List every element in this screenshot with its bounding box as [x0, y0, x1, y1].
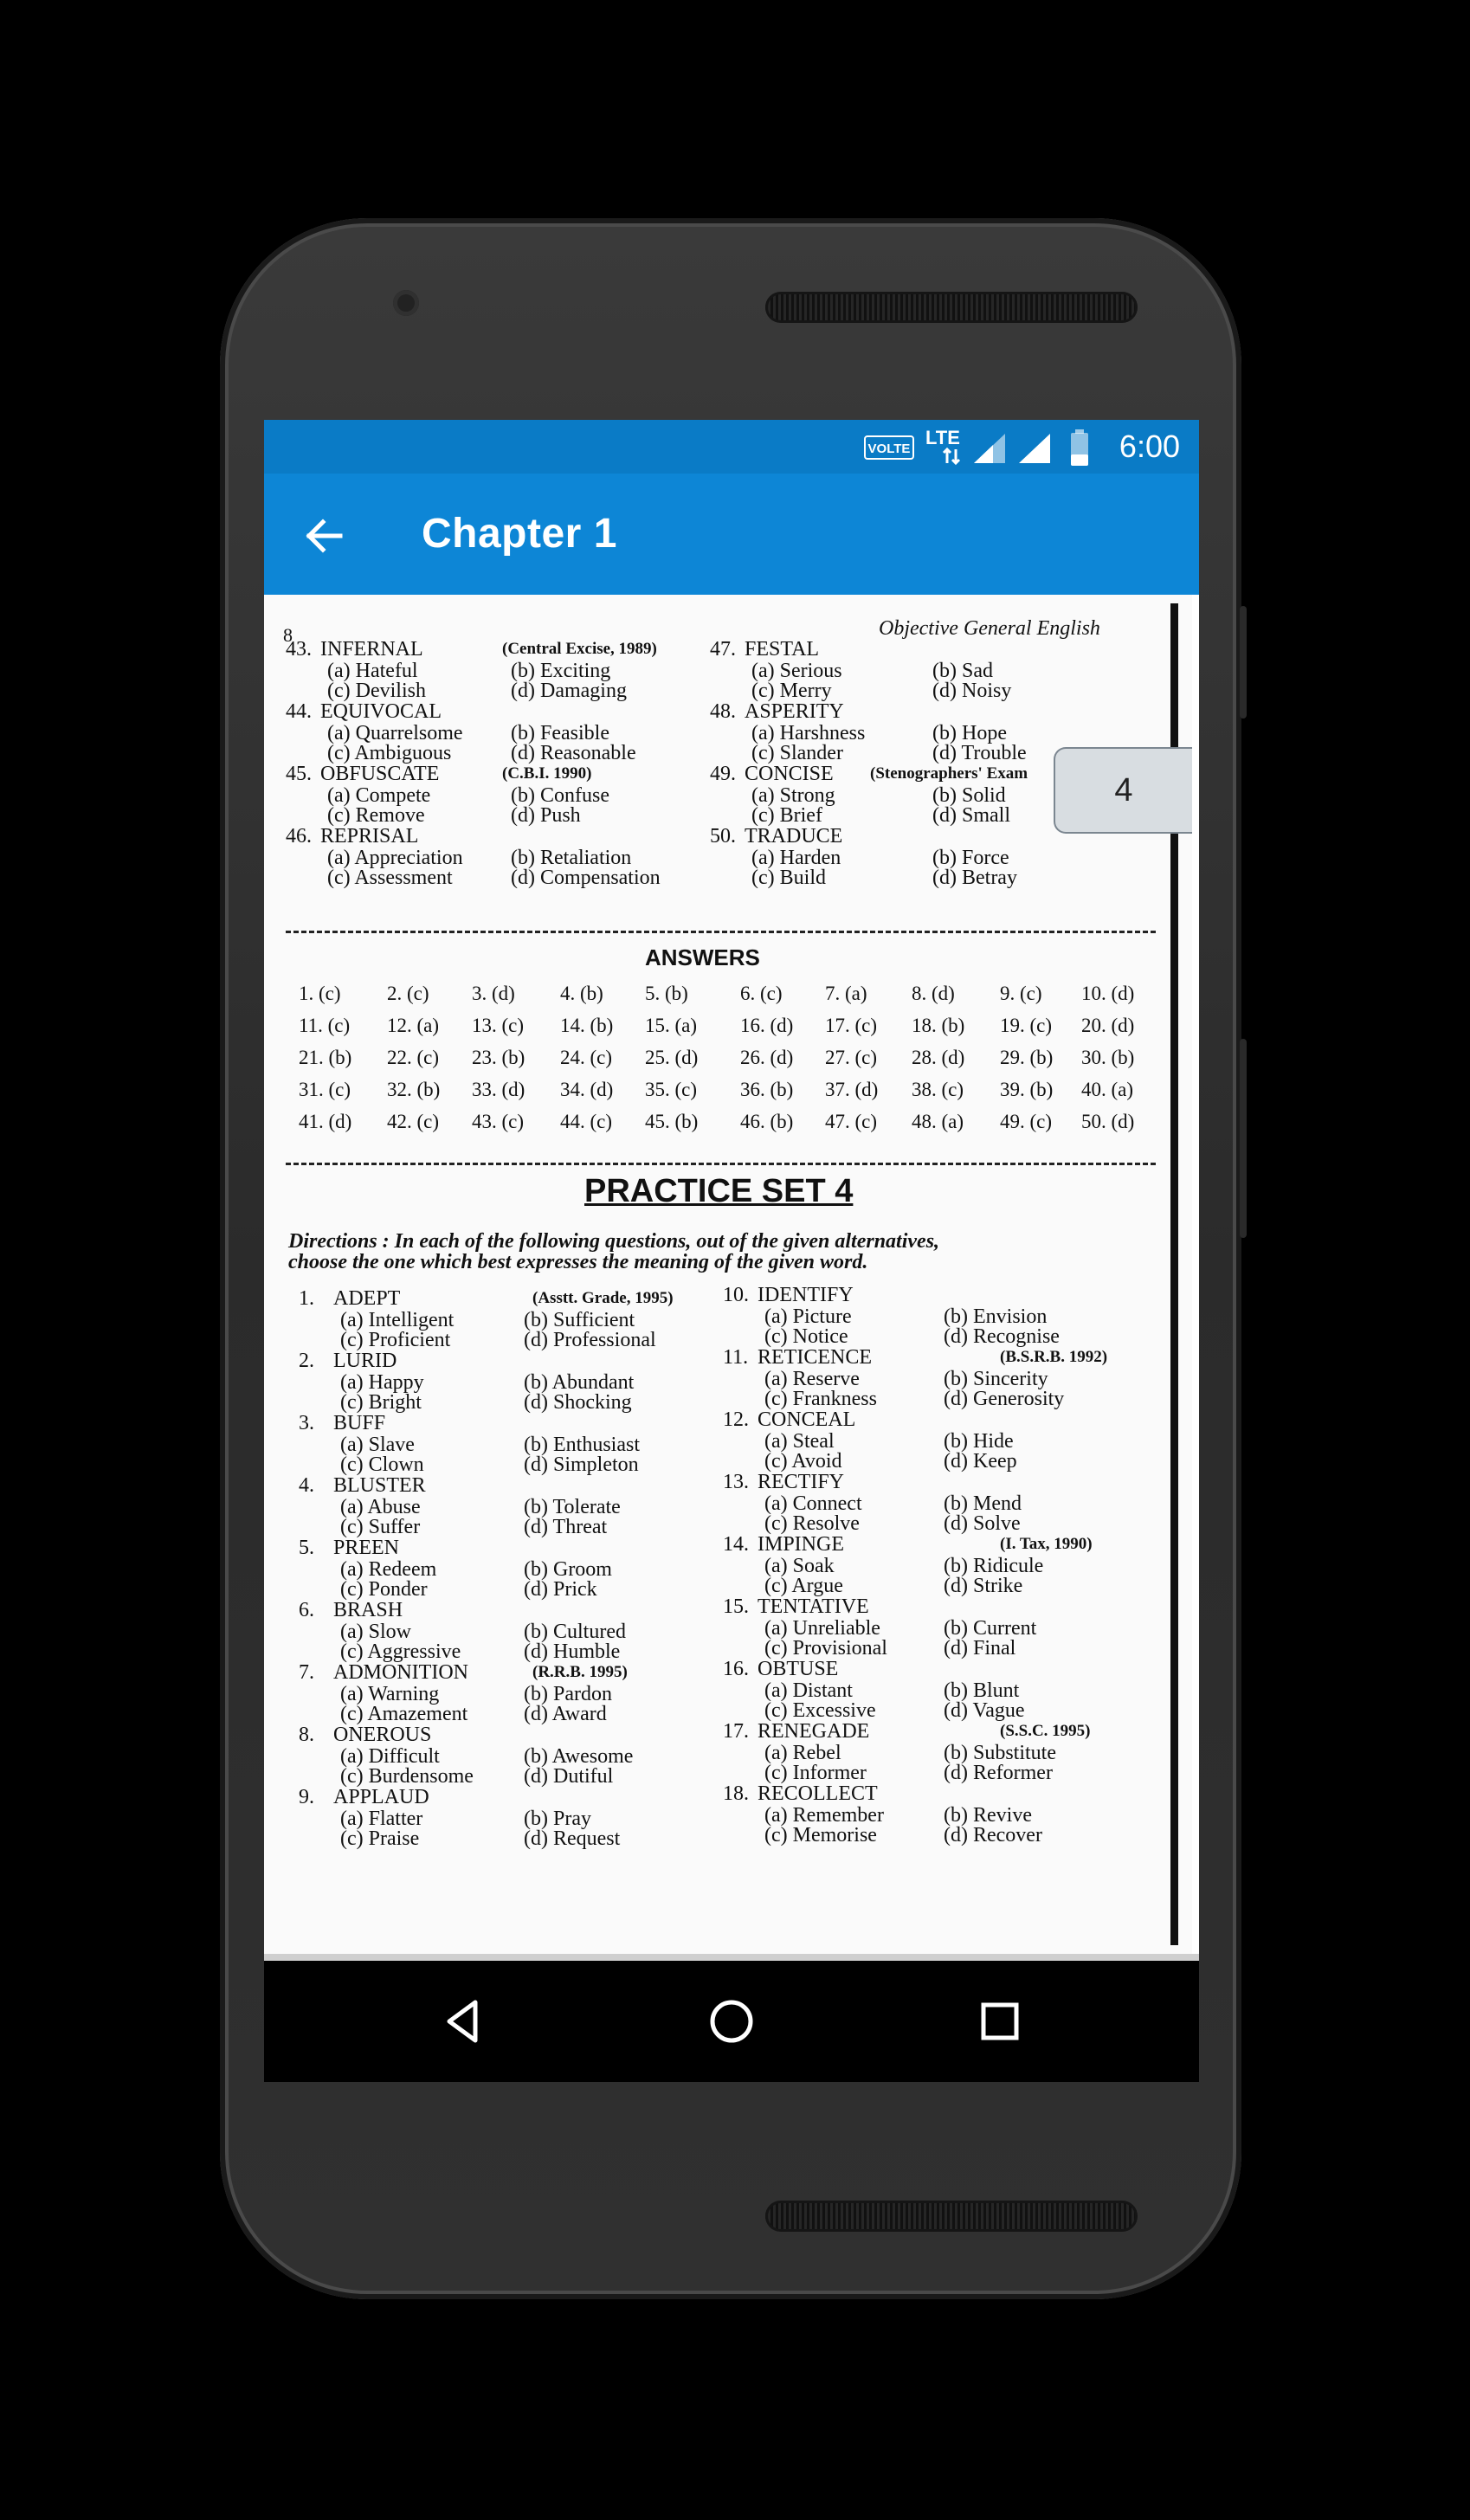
- option-b: (b) Substitute: [944, 1742, 1056, 1764]
- answer-cell: 28. (d): [912, 1047, 965, 1068]
- question-number: 48.: [710, 700, 736, 723]
- directions-line-2: choose the one which best expresses the meaning of the given word.: [288, 1251, 868, 1273]
- question-word: CONCISE: [745, 763, 834, 785]
- question-word: RECTIFY: [758, 1471, 845, 1493]
- signal-sim1-icon: [972, 432, 1007, 465]
- source-note: (R.R.B. 1995): [532, 1663, 628, 1681]
- option-d: (d) Reformer: [944, 1762, 1053, 1784]
- question-word: CONCEAL: [758, 1408, 856, 1431]
- source-note: (B.S.R.B. 1992): [1000, 1348, 1108, 1366]
- option-a: (a) Harshness: [751, 722, 866, 744]
- answer-cell: 29. (b): [1000, 1047, 1054, 1068]
- answer-cell: 21. (b): [299, 1047, 352, 1068]
- option-b: (b) Blunt: [944, 1679, 1020, 1702]
- option-a: (a) Slave: [340, 1434, 415, 1456]
- option-b: (b) Cultured: [524, 1621, 626, 1643]
- navigation-bar: [264, 1961, 1199, 2082]
- answer-cell: 43. (c): [472, 1111, 525, 1132]
- source-note: (Asstt. Grade, 1995): [532, 1289, 674, 1307]
- option-d: (d) Compensation: [511, 867, 661, 889]
- option-c: (c) Merry: [751, 680, 832, 702]
- option-a: (a) Remember: [764, 1804, 884, 1827]
- option-c: (c) Argue: [764, 1575, 843, 1597]
- option-a: (a) Warning: [340, 1683, 440, 1705]
- option-c: (c) Praise: [340, 1827, 420, 1850]
- question-word: ADMONITION: [333, 1661, 468, 1684]
- answer-cell: 33. (d): [472, 1079, 525, 1100]
- triangle-back-icon: [437, 1995, 489, 2047]
- question-number: 50.: [710, 825, 736, 848]
- option-b: (b) Confuse: [511, 784, 609, 807]
- option-c: (c) Aggressive: [340, 1640, 461, 1663]
- option-c: (c) Build: [751, 867, 826, 889]
- option-d: (d) Betray: [932, 867, 1017, 889]
- answer-cell: 35. (c): [645, 1079, 698, 1100]
- option-d: (d) Strike: [944, 1575, 1023, 1597]
- answer-cell: 6. (c): [740, 983, 783, 1004]
- option-b: (b) Awesome: [524, 1745, 634, 1768]
- option-d: (d) Reasonable: [511, 742, 636, 764]
- option-c: (c) Bright: [340, 1391, 422, 1414]
- nav-recents-button[interactable]: [974, 1995, 1026, 2047]
- option-b: (b) Hope: [932, 722, 1007, 744]
- answer-cell: 17. (c): [825, 1015, 878, 1036]
- answer-cell: 23. (b): [472, 1047, 525, 1068]
- answers-title: ANSWERS: [645, 944, 760, 970]
- option-a: (a) Steal: [764, 1430, 835, 1453]
- question-number: 43.: [286, 638, 312, 661]
- answer-cell: 48. (a): [912, 1111, 964, 1132]
- option-c: (c) Ambiguous: [327, 742, 452, 764]
- answer-cell: 7. (a): [825, 983, 867, 1004]
- answer-cell: 44. (c): [560, 1111, 613, 1132]
- option-a: (a) Quarrelsome: [327, 722, 463, 744]
- option-d: (d) Keep: [944, 1450, 1017, 1473]
- question-number: 13.: [723, 1471, 749, 1493]
- option-d: (d) Recognise: [944, 1325, 1060, 1348]
- answer-cell: 42. (c): [387, 1111, 440, 1132]
- option-c: (c) Brief: [751, 804, 822, 827]
- volume-button: [1240, 1039, 1247, 1238]
- answer-cell: 50. (d): [1081, 1111, 1135, 1132]
- option-d: (d) Simpleton: [524, 1453, 639, 1476]
- answer-cell: 11. (c): [299, 1015, 351, 1036]
- answer-cell: 1. (c): [299, 983, 341, 1004]
- answer-cell: 5. (b): [645, 983, 688, 1004]
- option-a: (a) Serious: [751, 660, 842, 682]
- option-a: (a) Redeem: [340, 1558, 437, 1581]
- question-number: 17.: [723, 1720, 749, 1743]
- answer-cell: 32. (b): [387, 1079, 441, 1100]
- question-word: OBTUSE: [758, 1658, 839, 1680]
- answer-cell: 27. (c): [825, 1047, 878, 1068]
- answer-cell: 18. (b): [912, 1015, 965, 1036]
- option-b: (b) Solid: [932, 784, 1006, 807]
- question-word: BUFF: [333, 1412, 386, 1434]
- source-note: (C.B.I. 1990): [502, 764, 592, 783]
- circle-home-icon: [706, 1995, 758, 2047]
- question-word: TRADUCE: [745, 825, 843, 848]
- question-number: 14.: [723, 1533, 749, 1556]
- option-a: (a) Happy: [340, 1371, 424, 1394]
- option-b: (b) Pray: [524, 1808, 591, 1830]
- option-d: (d) Final: [944, 1637, 1016, 1660]
- source-note: (Stenographers' Exam: [870, 764, 1028, 783]
- page-indicator-tab[interactable]: 4: [1054, 747, 1192, 834]
- answer-cell: 36. (b): [740, 1079, 794, 1100]
- answer-cell: 34. (d): [560, 1079, 614, 1100]
- question-number: 10.: [723, 1284, 749, 1306]
- option-a: (a) Hateful: [327, 660, 418, 682]
- question-word: EQUIVOCAL: [320, 700, 442, 723]
- volte-badge: VOLTE: [864, 435, 914, 460]
- question-word: LURID: [333, 1350, 397, 1372]
- option-b: (b) Ridicule: [944, 1555, 1044, 1577]
- option-c: (c) Clown: [340, 1453, 424, 1476]
- option-a: (a) Strong: [751, 784, 835, 807]
- option-c: (c) Suffer: [340, 1516, 421, 1538]
- lte-label: LTE: [925, 427, 960, 448]
- answer-cell: 30. (b): [1081, 1047, 1135, 1068]
- nav-back-button[interactable]: [437, 1995, 489, 2047]
- option-b: (b) Feasible: [511, 722, 609, 744]
- answer-cell: 25. (d): [645, 1047, 699, 1068]
- question-number: 16.: [723, 1658, 749, 1680]
- option-a: (a) Soak: [764, 1555, 835, 1577]
- option-d: (d) Small: [932, 804, 1010, 827]
- option-b: (b) Force: [932, 847, 1009, 869]
- arrow-back-icon: [299, 510, 351, 562]
- divider-top: [286, 931, 1156, 933]
- option-c: (c) Burdensome: [340, 1765, 474, 1788]
- question-number: 3.: [299, 1412, 314, 1434]
- option-b: (b) Pardon: [524, 1683, 612, 1705]
- data-arrows-icon: [941, 429, 964, 467]
- question-number: 5.: [299, 1537, 314, 1559]
- question-number: 49.: [710, 763, 736, 785]
- practice-set-title: PRACTICE SET 4: [584, 1173, 854, 1209]
- answer-cell: 10. (d): [1081, 983, 1135, 1004]
- front-camera: [393, 290, 419, 316]
- option-c: (c) Frankness: [764, 1388, 877, 1410]
- question-word: IMPINGE: [758, 1533, 844, 1556]
- option-c: (c) Proficient: [340, 1329, 451, 1351]
- status-bar: [264, 420, 1199, 474]
- question-number: 45.: [286, 763, 312, 785]
- option-a: (a) Compete: [327, 784, 431, 807]
- question-word: RECOLLECT: [758, 1782, 878, 1805]
- app-bar: [264, 474, 1199, 595]
- page-viewer[interactable]: [264, 595, 1199, 1961]
- option-a: (a) Abuse: [340, 1496, 421, 1518]
- option-c: (c) Devilish: [327, 680, 426, 702]
- question-number: 1.: [299, 1287, 314, 1310]
- top-speaker-grille: [765, 292, 1138, 323]
- option-a: (a) Unreliable: [764, 1617, 880, 1640]
- answer-cell: 47. (c): [825, 1111, 878, 1132]
- option-b: (b) Envision: [944, 1305, 1048, 1328]
- source-note: (Central Excise, 1989): [502, 640, 657, 658]
- answer-cell: 9. (c): [1000, 983, 1042, 1004]
- option-a: (a) Slow: [340, 1621, 411, 1643]
- question-word: ONEROUS: [333, 1724, 432, 1746]
- option-b: (b) Groom: [524, 1558, 612, 1581]
- option-c: (c) Informer: [764, 1762, 867, 1784]
- option-c: (c) Remove: [327, 804, 425, 827]
- answer-cell: 39. (b): [1000, 1079, 1054, 1100]
- answer-cell: 8. (d): [912, 983, 955, 1004]
- answer-cell: 46. (b): [740, 1111, 794, 1132]
- option-c: (c) Slander: [751, 742, 843, 764]
- question-word: BRASH: [333, 1599, 403, 1621]
- option-c: (c) Resolve: [764, 1512, 860, 1535]
- option-d: (d) Dutiful: [524, 1765, 614, 1788]
- device-screen: [264, 420, 1199, 2082]
- answer-cell: 13. (c): [472, 1015, 525, 1036]
- option-b: (b) Sad: [932, 660, 993, 682]
- answer-cell: 19. (c): [1000, 1015, 1053, 1036]
- option-d: (d) Prick: [524, 1578, 597, 1601]
- question-word: TENTATIVE: [758, 1595, 869, 1618]
- option-c: (c) Excessive: [764, 1699, 876, 1722]
- page-number: 8: [283, 624, 293, 646]
- question-word: PREEN: [333, 1537, 400, 1559]
- option-d: (d) Shocking: [524, 1391, 632, 1414]
- question-number: 12.: [723, 1408, 749, 1431]
- option-c: (c) Provisional: [764, 1637, 887, 1660]
- question-number: 44.: [286, 700, 312, 723]
- question-word: FESTAL: [745, 638, 820, 661]
- directions-line-1: Directions : In each of the following questions, out of the given alternatives,: [288, 1230, 940, 1253]
- option-a: (a) Difficult: [340, 1745, 440, 1768]
- answer-cell: 38. (c): [912, 1079, 964, 1100]
- question-word: IDENTIFY: [758, 1284, 854, 1306]
- option-a: (a) Picture: [764, 1305, 852, 1328]
- option-a: (a) Appreciation: [327, 847, 463, 869]
- answer-cell: 49. (c): [1000, 1111, 1053, 1132]
- question-number: 15.: [723, 1595, 749, 1618]
- option-d: (d) Vague: [944, 1699, 1025, 1722]
- question-number: 7.: [299, 1661, 314, 1684]
- answer-cell: 24. (c): [560, 1047, 613, 1068]
- option-b: (b) Exciting: [511, 660, 611, 682]
- battery-icon: [1069, 429, 1090, 467]
- option-d: (d) Solve: [944, 1512, 1021, 1535]
- option-c: (c) Memorise: [764, 1824, 877, 1846]
- source-note: (I. Tax, 1990): [1000, 1535, 1093, 1553]
- question-word: APPLAUD: [333, 1786, 429, 1808]
- question-number: 2.: [299, 1350, 314, 1372]
- option-b: (b) Sincerity: [944, 1368, 1048, 1390]
- answer-cell: 31. (c): [299, 1079, 351, 1100]
- answer-cell: 22. (c): [387, 1047, 440, 1068]
- answer-cell: 26. (d): [740, 1047, 794, 1068]
- answer-cell: 45. (b): [645, 1111, 699, 1132]
- option-d: (d) Trouble: [932, 742, 1027, 764]
- question-number: 11.: [723, 1346, 749, 1369]
- option-b: (b) Sufficient: [524, 1309, 635, 1331]
- question-word: ASPERITY: [745, 700, 844, 723]
- square-recents-icon: [974, 1995, 1026, 2047]
- bottom-speaker-grille: [765, 2201, 1138, 2232]
- option-a: (a) Reserve: [764, 1368, 860, 1390]
- answer-cell: 40. (a): [1081, 1079, 1134, 1100]
- question-number: 47.: [710, 638, 736, 661]
- option-c: (c) Amazement: [340, 1703, 468, 1725]
- option-d: (d) Threat: [524, 1516, 608, 1538]
- option-d: (d) Award: [524, 1703, 607, 1725]
- option-d: (d) Damaging: [511, 680, 627, 702]
- option-d: (d) Request: [524, 1827, 621, 1850]
- question-word: OBFUSCATE: [320, 763, 440, 785]
- option-d: (d) Recover: [944, 1824, 1042, 1846]
- question-number: 4.: [299, 1474, 314, 1497]
- signal-sim2-icon: [1017, 432, 1052, 465]
- answer-cell: 4. (b): [560, 983, 603, 1004]
- question-word: RETICENCE: [758, 1346, 872, 1369]
- option-a: (a) Flatter: [340, 1808, 423, 1830]
- option-c: (c) Ponder: [340, 1578, 428, 1601]
- option-a: (a) Rebel: [764, 1742, 841, 1764]
- question-number: 46.: [286, 825, 312, 848]
- viewer-bottom-strip: [264, 1954, 1199, 1961]
- running-head: Objective General English: [879, 617, 1100, 640]
- answer-cell: 2. (c): [387, 983, 429, 1004]
- answer-cell: 37. (d): [825, 1079, 879, 1100]
- question-number: 6.: [299, 1599, 314, 1621]
- answer-cell: 14. (b): [560, 1015, 614, 1036]
- question-word: RENEGADE: [758, 1720, 870, 1743]
- option-a: (a) Distant: [764, 1679, 853, 1702]
- option-b: (b) Tolerate: [524, 1496, 621, 1518]
- answer-cell: 16. (d): [740, 1015, 794, 1036]
- option-d: (d) Generosity: [944, 1388, 1065, 1410]
- chapter-title: Chapter 1: [422, 511, 617, 557]
- option-b: (b) Mend: [944, 1492, 1022, 1515]
- answer-cell: 15. (a): [645, 1015, 698, 1036]
- power-button: [1240, 606, 1247, 719]
- option-c: (c) Assessment: [327, 867, 453, 889]
- option-d: (d) Professional: [524, 1329, 656, 1351]
- question-number: 9.: [299, 1786, 314, 1808]
- question-word: REPRISAL: [320, 825, 419, 848]
- option-d: (d) Humble: [524, 1640, 621, 1663]
- option-b: (b) Hide: [944, 1430, 1014, 1453]
- answer-cell: 3. (d): [472, 983, 515, 1004]
- option-b: (b) Current: [944, 1617, 1037, 1640]
- question-word: ADEPT: [333, 1287, 401, 1310]
- answer-cell: 41. (d): [299, 1111, 352, 1132]
- option-c: (c) Avoid: [764, 1450, 842, 1473]
- option-b: (b) Retaliation: [511, 847, 632, 869]
- option-a: (a) Harden: [751, 847, 841, 869]
- answer-cell: 20. (d): [1081, 1015, 1135, 1036]
- nav-home-button[interactable]: [706, 1995, 758, 2047]
- option-b: (b) Revive: [944, 1804, 1032, 1827]
- option-c: (c) Notice: [764, 1325, 848, 1348]
- option-a: (a) Intelligent: [340, 1309, 455, 1331]
- divider-bottom: [286, 1163, 1156, 1165]
- answer-cell: 12. (a): [387, 1015, 440, 1036]
- back-button[interactable]: [299, 510, 351, 562]
- option-b: (b) Abundant: [524, 1371, 635, 1394]
- question-word: INFERNAL: [320, 638, 423, 661]
- question-word: BLUSTER: [333, 1474, 426, 1497]
- source-note: (S.S.C. 1995): [1000, 1722, 1091, 1740]
- clock: 6:00: [1119, 429, 1180, 464]
- question-number: 8.: [299, 1724, 314, 1746]
- option-d: (d) Push: [511, 804, 581, 827]
- option-b: (b) Enthusiast: [524, 1434, 640, 1456]
- option-d: (d) Noisy: [932, 680, 1012, 702]
- question-number: 18.: [723, 1782, 749, 1805]
- option-a: (a) Connect: [764, 1492, 862, 1515]
